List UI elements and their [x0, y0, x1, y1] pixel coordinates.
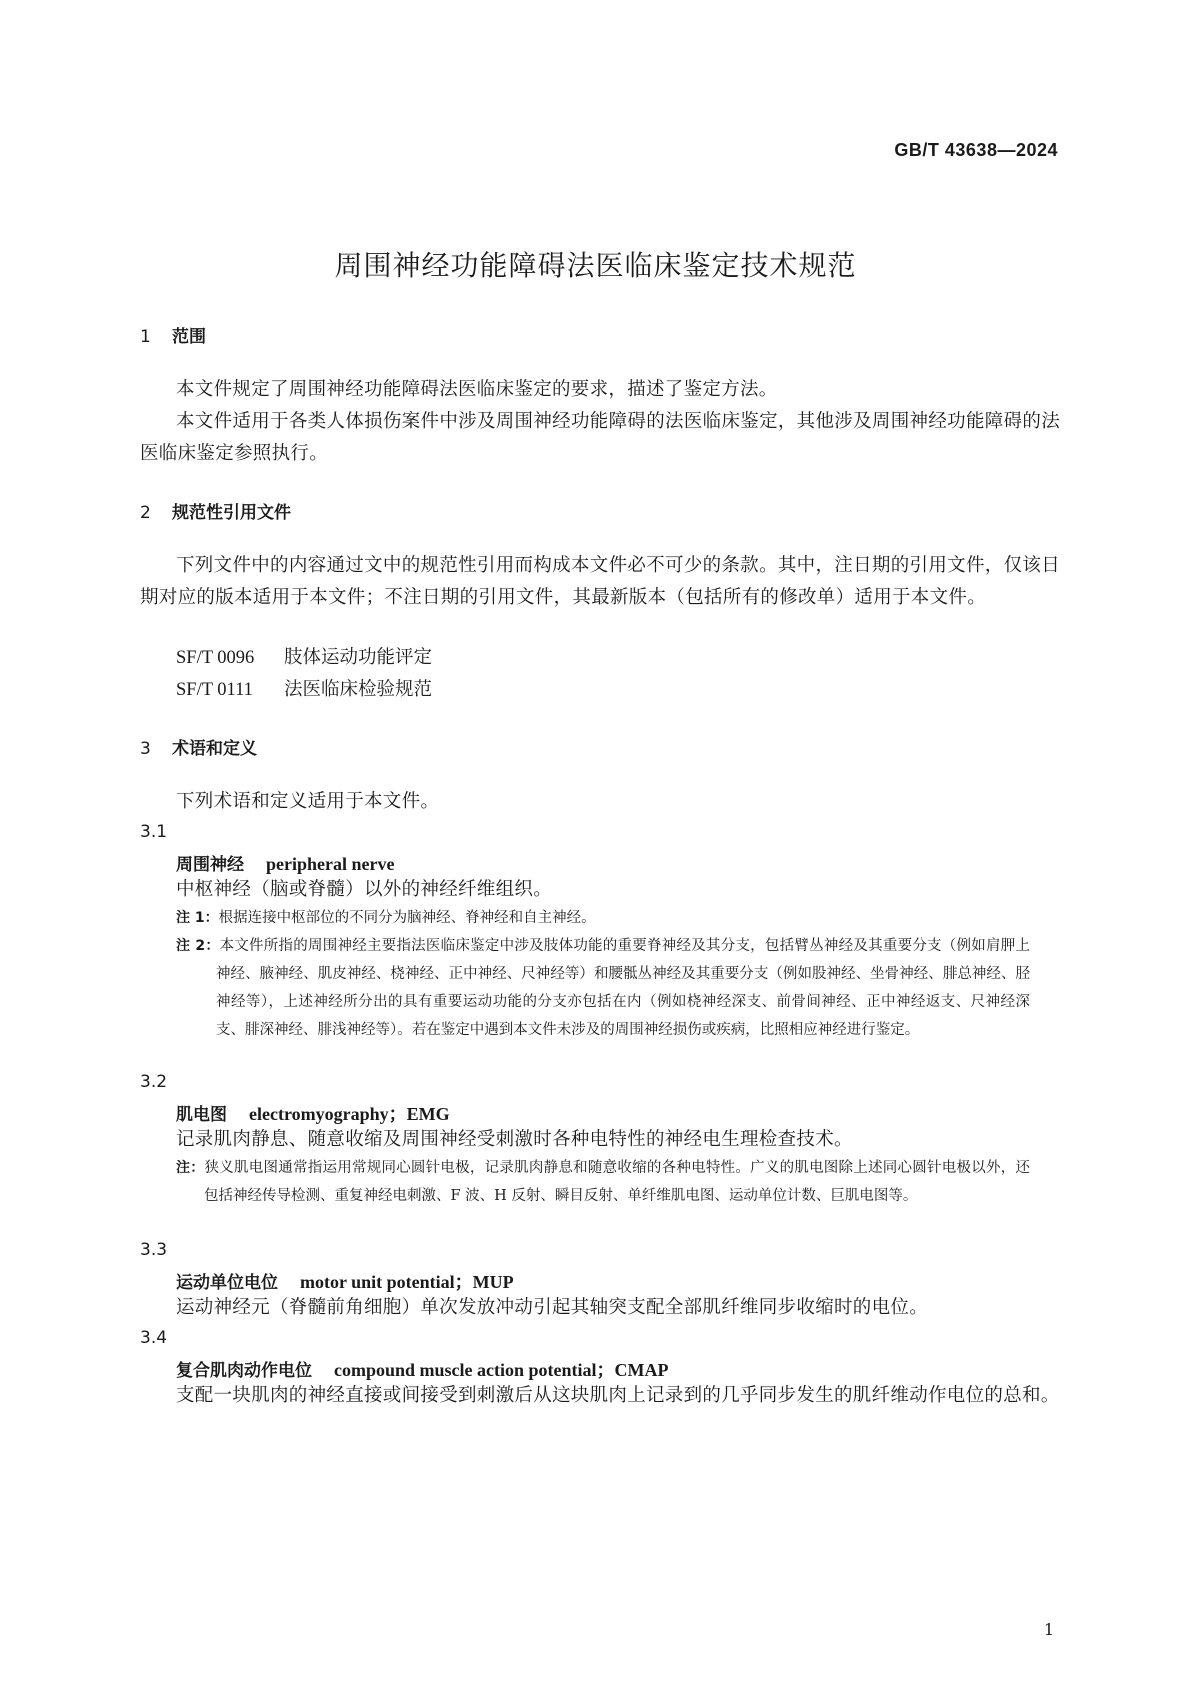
term-entry-number: 3.3 [140, 1240, 168, 1260]
note-label: 注 2： [176, 938, 220, 954]
term-note [176, 932, 1030, 1044]
document-title: 周围神经功能障碍法医临床鉴定技术规范 [334, 249, 857, 282]
term-entry-number: 3.2 [140, 1072, 168, 1092]
section-heading-3 [140, 734, 257, 759]
term-zh: 周围神经 [176, 855, 244, 875]
paragraph: 下列文件中的内容通过文中的规范性引用而构成本文件必不可少的条款。其中，注日期的引用文件，仅该日期对应的版本适用于本文件；不注日期的引用文件，其最新版本（包括所有的修改单）适用于本文件。 [140, 555, 1060, 608]
section-number: 1 [140, 327, 151, 347]
term-definition: 运动神经元（脊髓前角细胞）单次发放冲动引起其轴突支配全部肌纤维同步收缩时的电位。 [176, 1297, 929, 1318]
term-en: compound muscle action potential；CMAP [334, 1360, 669, 1380]
normative-reference [176, 642, 432, 674]
page-number: 1 [1043, 1620, 1054, 1639]
term-heading [176, 1268, 514, 1294]
term-note [176, 904, 1030, 932]
term-definition: 中枢神经（脑或脊髓）以外的神经纤维组织。 [176, 879, 553, 900]
section-heading-1 [140, 322, 206, 347]
note-label: 注： [176, 1160, 205, 1176]
standard-code: GB/T 43638—2024 [894, 140, 1058, 160]
section-heading-2 [140, 498, 291, 523]
normative-reference [176, 674, 432, 706]
term-zh: 肌电图 [176, 1105, 227, 1125]
term-heading [176, 1100, 450, 1126]
section-title: 术语和定义 [172, 739, 257, 759]
paragraph: 本文件适用于各类人体损伤案件中涉及周围神经功能障碍的法医临床鉴定，其他涉及周围神经功能障碍的法医临床鉴定参照执行。 [140, 411, 1060, 464]
term-en: electromyography；EMG [249, 1104, 450, 1124]
term-entry-number: 3.1 [140, 822, 168, 842]
note-text: 根据连接中枢部位的不同分为脑神经、脊神经和自主神经。 [218, 910, 596, 926]
term-definition: 记录肌肉静息、随意收缩及周围神经受刺激时各种电特性的神经电生理检查技术。 [176, 1129, 853, 1150]
paragraph: 本文件规定了周围神经功能障碍法医临床鉴定的要求，描述了鉴定方法。 [176, 379, 778, 400]
note-text: 狭义肌电图通常指运用常规同心圆针电极，记录肌肉静息和随意收缩的各种电特性。广义的肌电图除上述同心圆针电极以外，还包括神经传导检测、重复神经电刺激、F 波、H 反射、瞬目反射、单纤维肌电图、运动单位计数、巨肌电图等。 [204, 1160, 1031, 1204]
term-definition: 支配一块肌肉的神经直接或间接受到刺激后从这块肌肉上记录到的几乎同步发生的肌纤维动作电位的总和。 [176, 1385, 1060, 1406]
term-entry-number: 3.4 [140, 1328, 168, 1348]
section-number: 3 [140, 739, 151, 759]
note-text: 本文件所指的周围神经主要指法医临床鉴定中涉及肢体功能的重要脊神经及其分支，包括臂丛神经及其重要分支（例如肩胛上神经、腋神经、肌皮神经、桡神经、正中神经、尺神经等）和腰骶丛神经及其重要分支（例如股神经、坐骨神经、腓总神经、胫神经等），上述神经所分出的具有重要运动功能的分支亦包括在内（例如桡神经深支、前骨间神经、正中神经返支、尺神经深支、腓深神经、腓浅神经等）。若在鉴定中遇到本文件未涉及的周围神经损伤或疾病，比照相应神经进行鉴定。 [216, 938, 1030, 1038]
term-heading [176, 850, 394, 875]
reference-code: SF/T 0096 [176, 648, 255, 668]
term-en: motor unit potential；MUP [300, 1272, 514, 1292]
term-en: peripheral nerve [266, 854, 395, 874]
section-number: 2 [140, 503, 151, 523]
term-zh: 运动单位电位 [176, 1273, 278, 1293]
section-title: 规范性引用文件 [172, 503, 291, 523]
term-zh: 复合肌肉动作电位 [176, 1361, 312, 1381]
term-note [176, 1154, 1030, 1210]
reference-title: 法医临床检验规范 [284, 679, 433, 700]
section-title: 范围 [172, 327, 206, 347]
reference-code: SF/T 0111 [176, 680, 253, 700]
note-label: 注 1： [176, 910, 219, 926]
term-heading [176, 1356, 669, 1382]
paragraph: 下列术语和定义适用于本文件。 [176, 791, 440, 812]
reference-title: 肢体运动功能评定 [284, 647, 433, 668]
